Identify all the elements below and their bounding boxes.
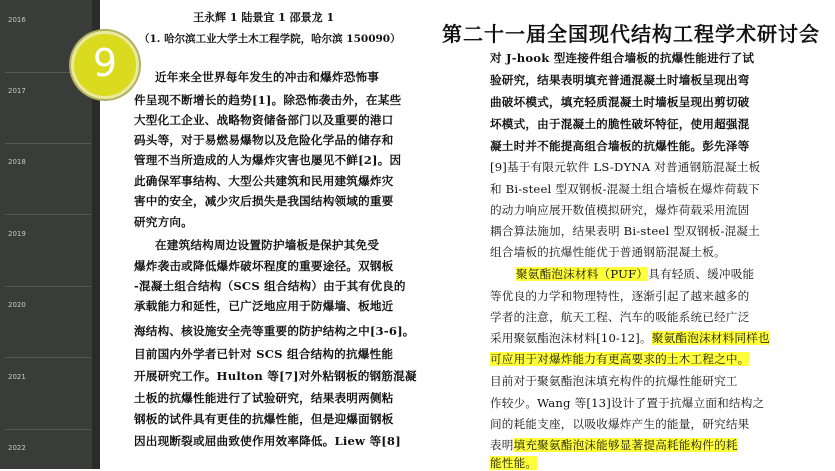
body-line: 学者的注意，航天工程、汽车的吸能系统已经广泛 — [490, 310, 750, 324]
body-line: 和 Bi-steel 型双钢板-混凝土组合墙板在爆炸荷载下 — [490, 182, 760, 196]
puf-rest: 具有轻质、缓冲吸能 — [648, 267, 755, 281]
year-label-2016[interactable]: 2016 — [8, 16, 26, 24]
body-line: 因出现断裂或屈曲致使作用效率降低。Liew 等[8] — [134, 434, 401, 448]
body-line: 间的耗能支座，以吸收爆炸产生的能量，研究结果 — [490, 417, 750, 431]
body-line: 近年来全世界每年发生的冲击和爆炸恐怖事 — [155, 70, 380, 84]
body-line-15 — [490, 351, 749, 367]
body-line: 码头等，对于易燃易爆物以及危险化学品的储存和 — [134, 133, 394, 147]
body-line-puf — [516, 266, 754, 282]
body-line: 海结构、核设施安全壳等重要的防护结构之中[3-6]。 — [134, 324, 415, 338]
body-line: 爆炸袭击或降低爆炸破坏程度的重要途径。双钢板 — [134, 259, 394, 273]
document-page — [103, 0, 835, 469]
highlight-civil-engineering: 可应用于对爆炸能力有更高要求的土木工程之中。 — [490, 352, 750, 366]
body-line: 研究方向。 — [134, 215, 193, 229]
body-line: 目前对于聚氨酯泡沫填充构件的抗爆性能研究工 — [490, 374, 738, 388]
body-line: 坏模式，由于混凝土的脆性破坏特征，使用超强混 — [490, 117, 750, 131]
body-line: 等优良的力学和物理特性，逐渐引起了越来越多的 — [490, 289, 750, 303]
year-divider — [5, 429, 91, 430]
body-line: 耦合算法施加，结果表明 Bi-steel 型双钢板-混凝土 — [490, 224, 760, 238]
author-line: 王永辉 1 陆景宜 1 邵景龙 1 — [193, 11, 335, 24]
body-line: 钢板的试件具有更佳的抗爆性能，但是迎爆面钢板 — [134, 412, 394, 426]
line14-plain: 采用聚氨酯泡沫材料[10-12]。 — [490, 331, 652, 345]
year-divider — [5, 357, 91, 358]
year-label-2021[interactable]: 2021 — [8, 373, 26, 381]
body-line: -混凝土组合结构（SCS 组合结构）由于其有优良的 — [134, 279, 406, 293]
year-divider — [5, 214, 91, 215]
year-label-2020[interactable]: 2020 — [8, 301, 26, 309]
body-line: 组合墙板的抗爆性能优于普通钢筋混凝土板。 — [490, 245, 726, 259]
body-line: 害中的安全，减少灾后损失是我国结构领域的重要 — [134, 194, 394, 208]
highlight-puf: 聚氨酯泡沫材料（PUF） — [516, 267, 649, 281]
body-line: 大型化工企业、战略物资储备部门以及重要的港口 — [134, 113, 394, 127]
year-divider — [5, 286, 91, 287]
body-line-14 — [490, 330, 770, 346]
highlight-energy-dissipation: 填充聚氨酯泡沫能够显著提高耗能构件的耗 — [513, 438, 738, 452]
highlight-puf-civil: 聚氨酯泡沫材料同样也 — [651, 331, 770, 345]
body-line: 验研究，结果表明填充普通混凝土时墙板呈现出弯 — [490, 73, 750, 87]
highlight-energy-performance: 能性能。 — [490, 456, 538, 470]
year-divider — [5, 143, 91, 144]
body-line: 在建筑结构周边设置防护墙板是保护其免受 — [155, 238, 380, 252]
body-line: 此确保军事结构、大型公共建筑和民用建筑爆炸灾 — [134, 174, 394, 188]
slide-number-badge — [71, 31, 139, 99]
body-line: 开展研究工作。Hulton 等[7]对外粘钢板的钢筋混凝 — [134, 369, 417, 383]
body-line: 目前国内外学者已针对 SCS 组合结构的抗爆性能 — [134, 347, 394, 361]
body-line-19 — [490, 437, 738, 453]
conference-title: 第二十一届全国现代结构工程学术研讨会 — [442, 22, 820, 46]
affiliation-line: （1. 哈尔滨工业大学土木工程学院，哈尔滨 150090） — [139, 33, 401, 45]
body-line: 管理不当所造成的人为爆炸灾害也屡见不鲜[2]。因 — [134, 153, 402, 167]
line19-plain: 表明 — [490, 438, 514, 452]
body-line: 对 J-hook 型连接件组合墙板的抗爆性能进行了试 — [490, 51, 755, 65]
body-line: 凝土时并不能提高组合墙板的抗爆性能。彭先泽等 — [490, 139, 750, 153]
year-label-2017[interactable]: 2017 — [8, 87, 26, 95]
body-line: 作较少。Wang 等[13]设计了置于抗爆立面和结构之 — [490, 396, 765, 410]
year-label-2019[interactable]: 2019 — [8, 230, 26, 238]
body-line: 土板的抗爆性能进行了试验研究，结果表明两侧粘 — [134, 391, 394, 405]
body-line: 曲破坏模式，填充轻质混凝土时墙板呈现出剪切破 — [490, 95, 750, 109]
year-label-2018[interactable]: 2018 — [8, 158, 26, 166]
slide-number: 9 — [92, 41, 118, 85]
body-line: 承载能力和延性，已广泛地应用于防爆墙、板地近 — [134, 299, 394, 313]
body-line: 的动力响应展开数值模拟研究，爆炸荷载采用流固 — [490, 203, 750, 217]
body-line: [9]基于有限元软件 LS-DYNA 对普通钢筋混凝土板 — [490, 160, 761, 174]
body-line: 件呈现不断增长的趋势[1]。除恐怖袭击外，在某些 — [134, 93, 402, 107]
year-label-2022[interactable]: 2022 — [8, 444, 26, 452]
